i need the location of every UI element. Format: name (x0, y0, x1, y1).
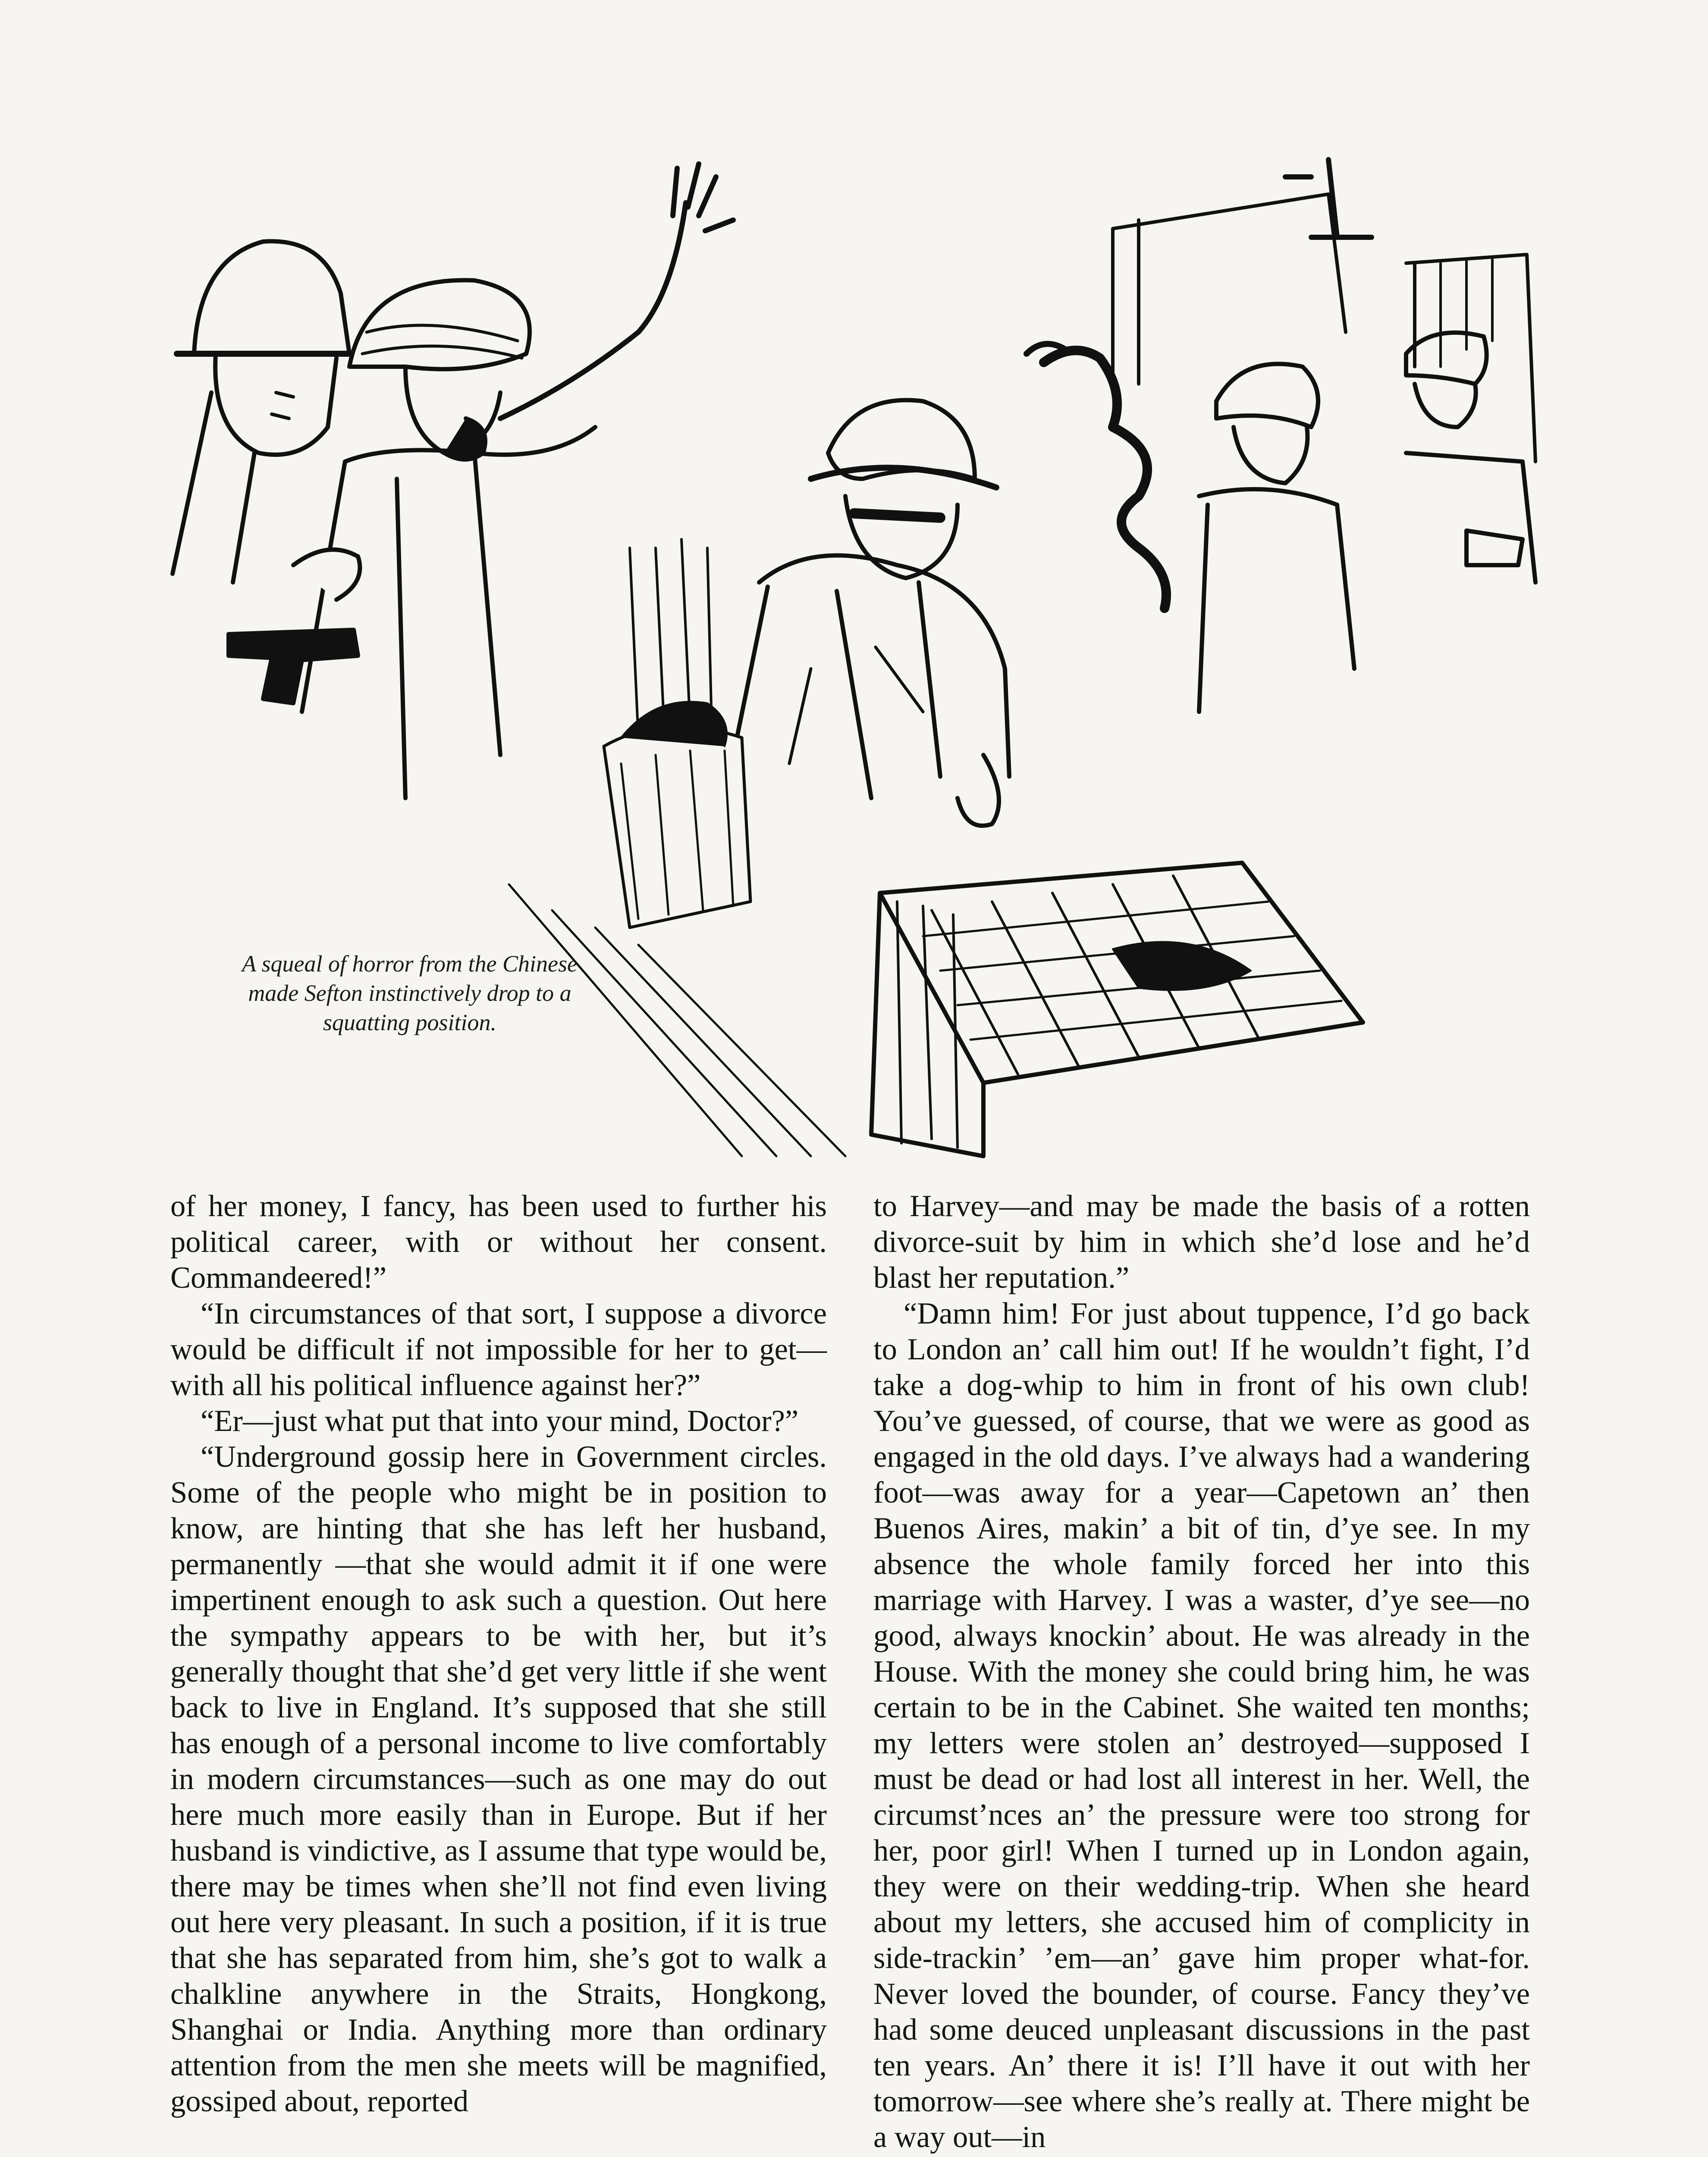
turbaned-man-figure (293, 164, 733, 798)
man-in-fedora-figure (725, 400, 1009, 826)
paragraph: “Er—just what put that into your mind, Doctor?” (201, 1404, 799, 1438)
paragraph: to Harvey—and may be made the basis of a rotten divorce-suit by him in which she’d lose and he’d blast her reputation.” (873, 1189, 1530, 1295)
paragraph: “Underground gossip here in Government circles. Some of the people who might be in position to know, are hinting that she has left her husband, permanently —that she would admit it if one were impertinent enough to ask such a question. Out here the sympathy appears to be with her, but it’s generally thought that she’d get very little if she went back to live in England. It’s supposed that she still has enough of a personal income to live comfortably in modern circumstances—such as one may do out here much more easily than in Europe. But if her husband is vindictive, as I assume that type would be, there may be times when she’ll not find even living out here very pleasant. In such a position, if it is true that she has separated from him, she’s got to walk a chalkline anywhere in the Straits, Hongkong, Shanghai or India. Anything more than ordinary attention from the men she meets will be magnified, gossiped about, reported (170, 1440, 827, 2118)
soldier-figure (173, 241, 367, 582)
snake (1027, 344, 1166, 608)
paragraph: “In circumstances of that sort, I suppose a divorce would be difficult if not impossible for her to get—with all his political influence against her?” (170, 1297, 827, 1402)
wicker-basket (871, 863, 1363, 1156)
text-column-right (873, 1189, 1530, 2155)
text-column-left (170, 1189, 827, 2119)
illustration-caption: A squeal of horror from the Chinese made Sefton instinctively drop to a squatting position. (242, 951, 578, 1035)
background-figures (1199, 333, 1535, 712)
small-basket (604, 539, 750, 928)
pistol (229, 630, 358, 703)
paragraph: of her money, I fancy, has been used to further his political career, with or without her consent. Commandeered!” (170, 1189, 827, 1295)
paragraph: “Damn him! For just about tuppence, I’d go back to London an’ call him out! If he wouldn’t fight, I’d take a dog-whip to him in front of his own club! You’ve guessed, of course, that we were as good as engaged in the old days. I’ve always had a wandering foot—was away for a year—Capetown an’ then Buenos Aires, makin’ a bit of tin, d’ye see. In my absence the whole family forced her into this marriage with Harvey. I was a waster, d’ye see—no good, always knockin’ about. He was already in the House. With the money she could bring him, he was certain to be in the Cabinet. She waited ten months; my letters were stolen an’ destroyed—supposed I must be dead or had lost all interest in her. Well, the circumst’nces an’ the pressure were too strong for her, poor girl! When I turned up in London again, they were on their wedding-trip. When she heard about my letters, she accused him of complicity in side-trackin’ ’em—an’ gave him proper what-for. Never loved the bounder, of course. Fancy they’ve had some deuced unpleasant discussions in the past ten years. An’ there it is! I’ll have it out with her tomorrow—see where she’s really at. There might be a way out—in (873, 1297, 1530, 2154)
background-architecture (1113, 160, 1535, 462)
